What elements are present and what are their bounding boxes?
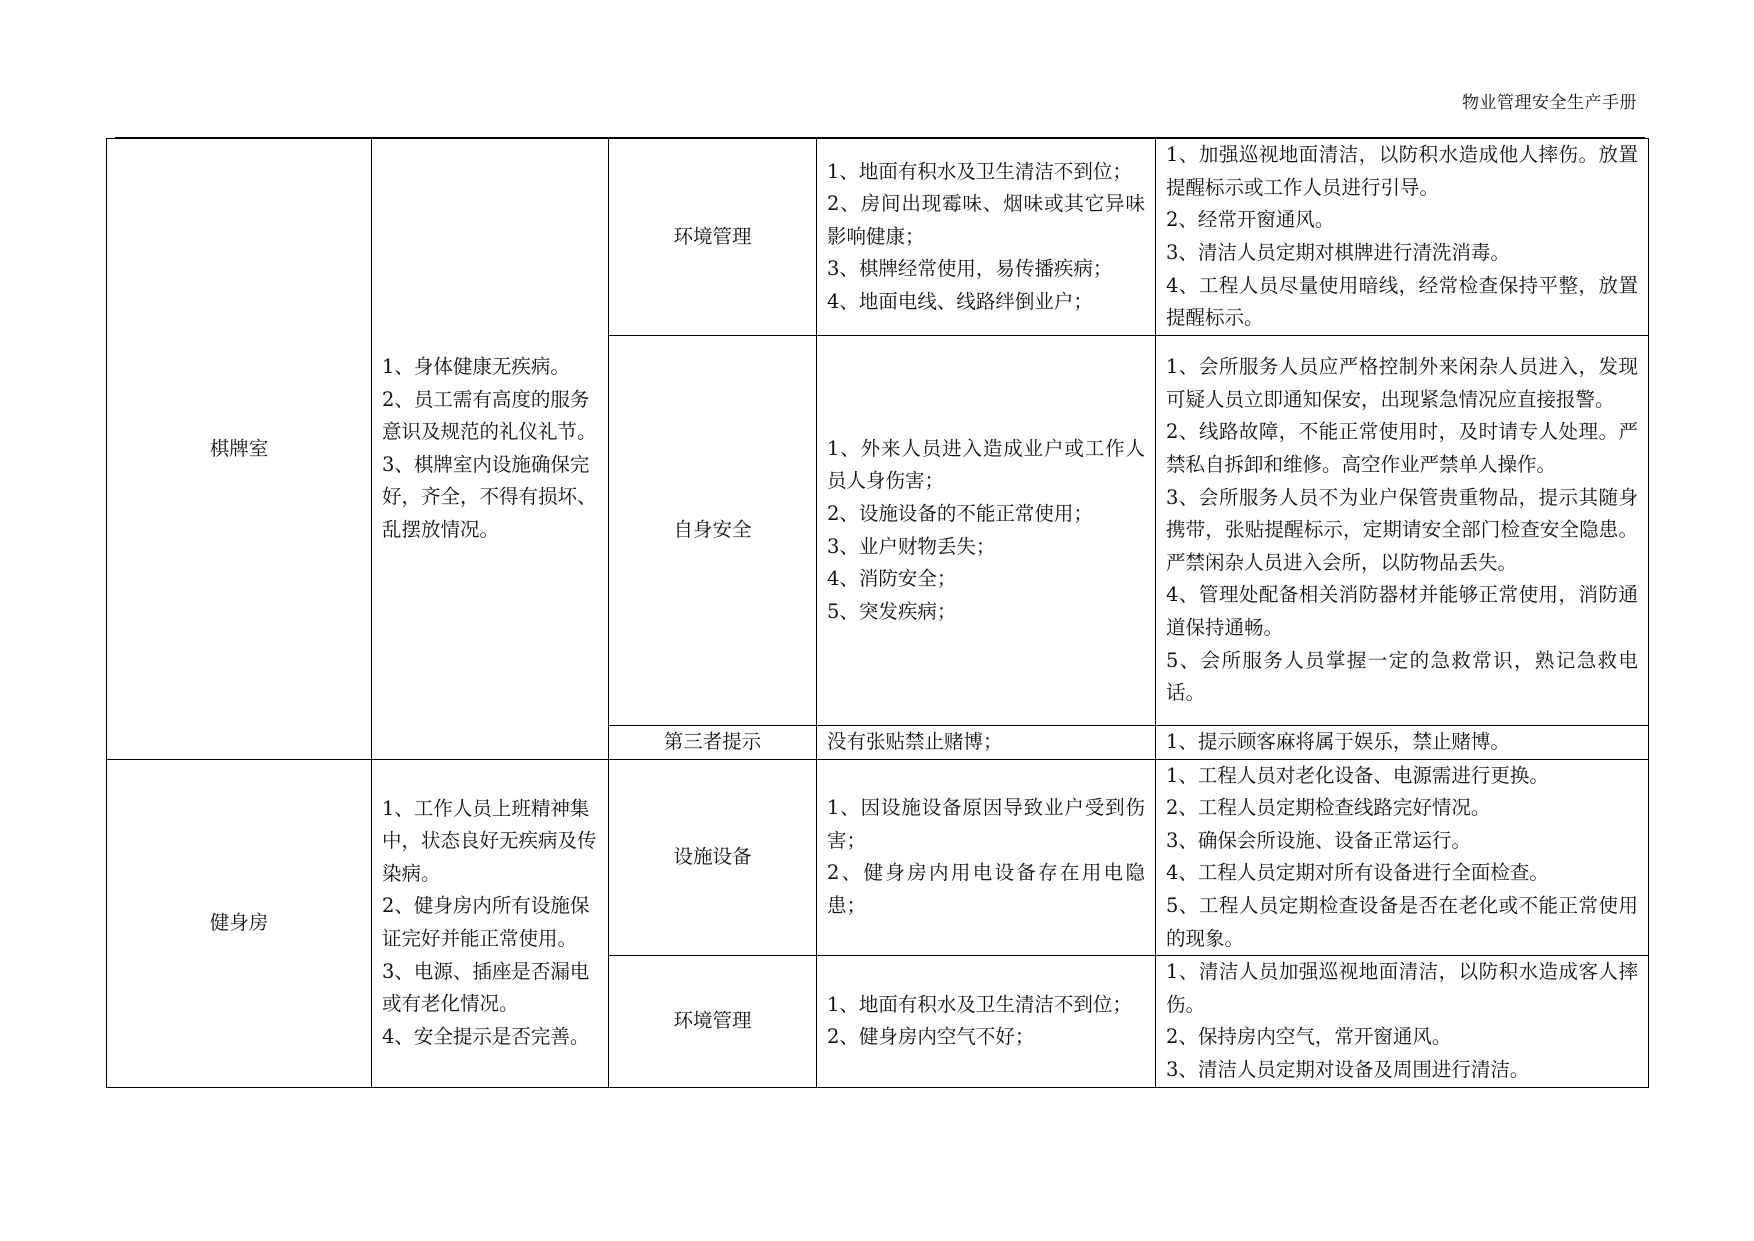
hazard-text: 2、健身房内用电设备存在用电隐患； (827, 861, 1145, 917)
measure-text: 1、清洁人员加强巡视地面清洁，以防积水造成客人摔伤。 (1166, 960, 1638, 1016)
measure-text: 2、线路故障，不能正常使用时，及时请专人处理。严禁私自拆卸和维修。高空作业严禁单人操作。 (1166, 420, 1638, 477)
requirements-cell (372, 139, 609, 760)
measure-text: 2、工程人员定期检查线路完好情况。 (1166, 796, 1491, 820)
measure-cell (1156, 139, 1649, 336)
measure-text: 2、经常开窗通风。 (1166, 208, 1335, 232)
category-cell: 环境管理 (609, 139, 817, 336)
measure-text: 1、加强巡视地面清洁，以防积水造成他人摔伤。放置提醒标示或工作人员进行引导。 (1166, 143, 1638, 199)
measure-cell (1156, 759, 1649, 956)
table-row (107, 139, 1649, 336)
category-cell: 设施设备 (609, 759, 817, 956)
area-cell: 健身房 (107, 759, 372, 1087)
hazard-text: 4、地面电线、线路绊倒业户； (827, 289, 1093, 313)
measure-text: 2、保持房内空气，常开窗通风。 (1166, 1025, 1452, 1049)
hazard-text: 1、地面有积水及卫生清洁不到位； (827, 992, 1132, 1016)
hazard-text: 1、因设施设备原因导致业户受到伤害； (827, 796, 1145, 852)
measure-text: 3、清洁人员定期对棋牌进行清洗消毒。 (1166, 241, 1510, 264)
category-cell: 第三者提示 (609, 726, 817, 760)
requirement-text: 1、身体健康无疾病。 (382, 355, 570, 379)
hazard-cell (817, 759, 1156, 956)
requirement-text: 4、安全提示是否完善。 (382, 1024, 590, 1048)
hazard-text: 2、房间出现霉味、烟味或其它异味影响健康； (827, 192, 1145, 248)
category-cell: 自身安全 (609, 336, 817, 726)
measure-text: 4、管理处配备相关消防器材并能够正常使用，消防通道保持通畅。 (1166, 583, 1638, 639)
requirement-text: 2、员工需有高度的服务意识及规范的礼仪礼节。 (382, 387, 597, 444)
hazard-text: 2、健身房内空气不好； (827, 1025, 1035, 1049)
category-cell: 环境管理 (609, 956, 817, 1087)
hazard-text: 3、棋牌经常使用，易传播疾病； (827, 257, 1113, 281)
measure-cell (1156, 726, 1649, 760)
measure-text: 1、会所服务人员应严格控制外来闲杂人员进入，发现可疑人员立即通知保安，出现紧急情况应直接报警。 (1166, 355, 1638, 411)
hazard-text: 1、地面有积水及卫生清洁不到位； (827, 159, 1132, 183)
hazard-cell (817, 336, 1156, 726)
measure-text: 3、确保会所设施、设备正常运行。 (1166, 828, 1471, 852)
measure-text: 5、会所服务人员掌握一定的急救常识，熟记急救电话。 (1166, 648, 1638, 705)
hazard-cell (817, 139, 1156, 336)
measure-text: 4、工程人员定期对所有设备进行全面检查。 (1166, 861, 1549, 885)
requirement-text: 1、工作人员上班精神集中，状态良好无疾病及传染病。 (382, 796, 597, 885)
safety-table (106, 138, 1649, 1088)
measure-text: 1、工程人员对老化设备、电源需进行更换。 (1166, 763, 1549, 787)
header-title: 物业管理安全生产手册 (1462, 93, 1637, 113)
hazard-cell (817, 956, 1156, 1087)
hazard-text: 5、突发疾病； (827, 599, 957, 623)
table-row (107, 759, 1649, 956)
requirement-text: 3、电源、插座是否漏电或有老化情况。 (382, 959, 590, 1016)
requirements-cell (372, 759, 609, 1087)
hazard-text: 1、外来人员进入造成业户或工作人员人身伤害； (827, 436, 1145, 493)
measure-text: 5、工程人员定期检查设备是否在老化或不能正常使用的现象。 (1166, 893, 1638, 950)
measure-text: 3、会所服务人员不为业户保管贵重物品，提示其随身携带，张贴提醒标示，定期请安全部门检查安全隐患。严禁闲杂人员进入会所，以防物品丢失。 (1166, 485, 1638, 574)
hazard-cell (817, 726, 1156, 760)
measure-cell (1156, 336, 1649, 726)
measure-cell (1156, 956, 1649, 1087)
measure-text: 3、清洁人员定期对设备及周围进行清洁。 (1166, 1057, 1530, 1081)
hazard-text: 2、设施设备的不能正常使用； (827, 501, 1093, 525)
requirement-text: 3、棋牌室内设施确保完好，齐全，不得有损坏、乱摆放情况。 (382, 452, 597, 541)
hazard-text: 3、业户财物丢失； (827, 534, 996, 558)
hazard-text: 4、消防安全； (827, 567, 957, 591)
requirement-text: 2、健身房内所有设施保证完好并能正常使用。 (382, 894, 590, 951)
hazard-text: 没有张贴禁止赌博； (827, 730, 1003, 753)
measure-text: 4、工程人员尽量使用暗线，经常检查保持平整，放置提醒标示。 (1166, 273, 1638, 330)
area-cell: 棋牌室 (107, 139, 372, 760)
measure-text: 1、提示顾客麻将属于娱乐，禁止赌博。 (1166, 730, 1510, 753)
